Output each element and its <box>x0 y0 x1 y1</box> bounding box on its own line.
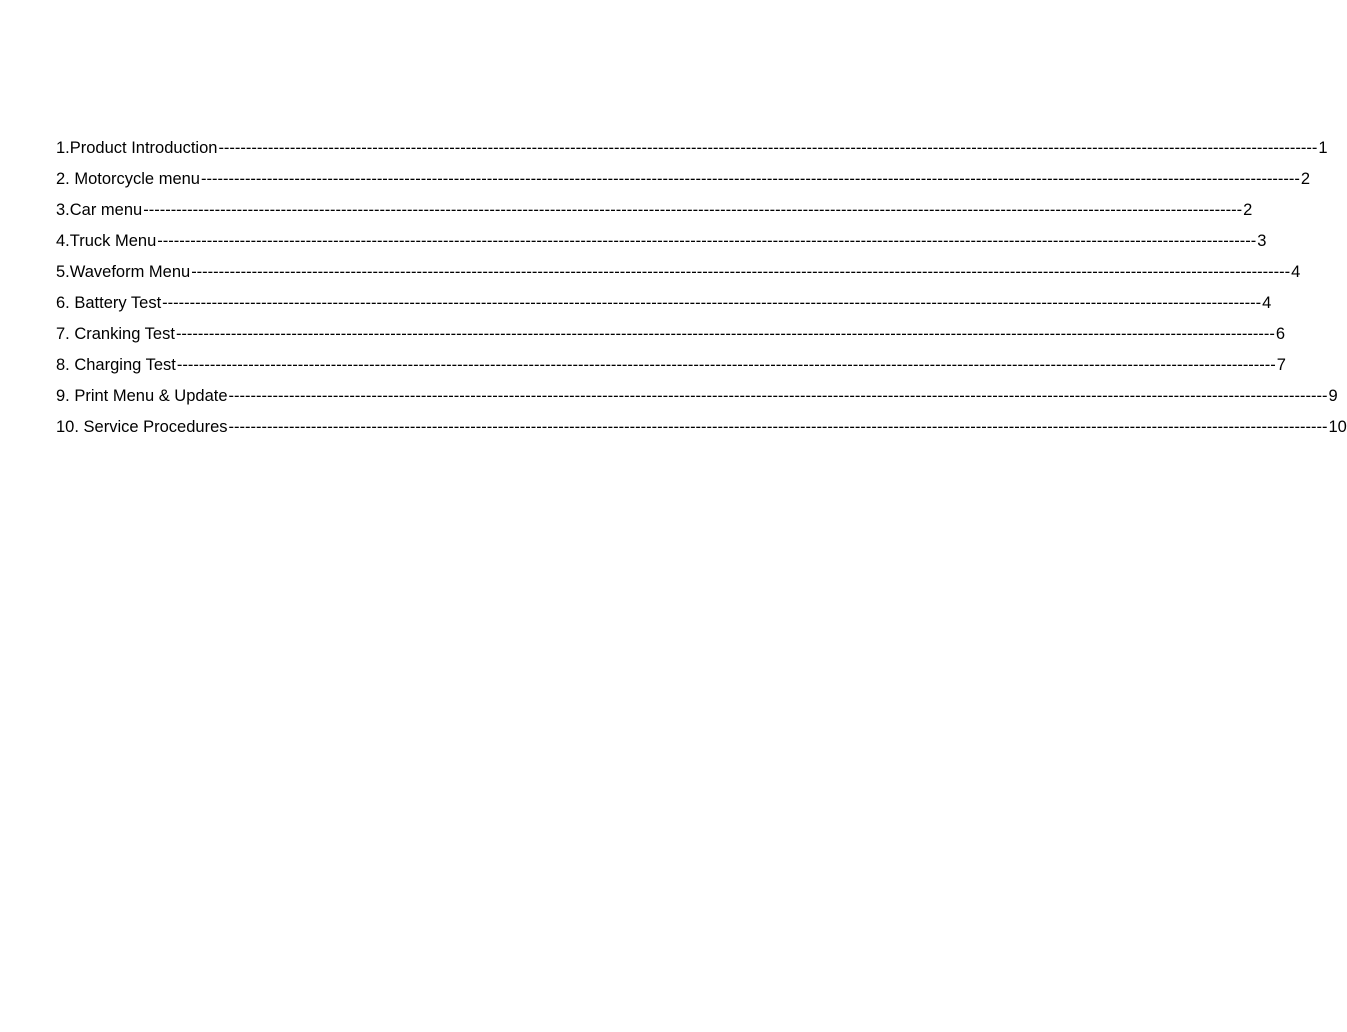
toc-entry-title: 10. Service Procedures <box>56 418 228 436</box>
toc-entry <box>56 136 1328 167</box>
toc-entry-page-number: 6 <box>1275 325 1286 343</box>
toc-entry-title: 2. Motorcycle menu <box>56 170 200 188</box>
toc-entry-title: 3.Car menu <box>56 201 143 219</box>
toc-entry-title: 6. Battery Test <box>56 294 162 312</box>
toc-entry-page-number: 4 <box>1262 294 1272 312</box>
toc-entry-title: 9. Print Menu & Update <box>56 387 228 405</box>
toc-entry <box>56 353 1286 384</box>
toc-entry <box>56 415 1347 446</box>
toc-leader-dashes: -------------------------------------------------------------------------------------------------------------------------------------------------------------------------------------------------------- <box>175 325 1275 343</box>
toc-entry-page-number: 2 <box>1243 201 1253 219</box>
toc-entry-title: 4.Truck Menu <box>56 232 157 250</box>
toc-leader-dashes: -------------------------------------------------------------------------------------------------------------------------------------------------------------------------------------------------------- <box>143 201 1243 219</box>
toc-entry-title: 8. Charging Test <box>56 356 176 374</box>
toc-entry <box>56 260 1301 291</box>
table-of-contents <box>56 136 1347 446</box>
toc-entry <box>56 198 1253 229</box>
toc-leader-dashes: -------------------------------------------------------------------------------------------------------------------------------------------------------------------------------------------------------- <box>228 387 1328 405</box>
toc-leader-dashes: -------------------------------------------------------------------------------------------------------------------------------------------------------------------------------------------------------- <box>157 232 1257 250</box>
toc-entry-title: 1.Product Introduction <box>56 139 218 157</box>
toc-entry <box>56 167 1311 198</box>
toc-entry-page-number: 10 <box>1328 418 1347 436</box>
toc-leader-dashes: -------------------------------------------------------------------------------------------------------------------------------------------------------------------------------------------------------- <box>176 356 1276 374</box>
toc-entry-title: 7. Cranking Test <box>56 325 175 343</box>
toc-entry <box>56 291 1272 322</box>
toc-entry-page-number: 4 <box>1291 263 1301 281</box>
toc-entry <box>56 322 1286 353</box>
toc-leader-dashes: -------------------------------------------------------------------------------------------------------------------------------------------------------------------------------------------------------- <box>218 139 1318 157</box>
toc-leader-dashes: -------------------------------------------------------------------------------------------------------------------------------------------------------------------------------------------------------- <box>191 263 1291 281</box>
toc-leader-dashes: -------------------------------------------------------------------------------------------------------------------------------------------------------------------------------------------------------- <box>228 418 1328 436</box>
toc-leader-dashes: -------------------------------------------------------------------------------------------------------------------------------------------------------------------------------------------------------- <box>162 294 1262 312</box>
toc-leader-dashes: -------------------------------------------------------------------------------------------------------------------------------------------------------------------------------------------------------- <box>200 170 1300 188</box>
toc-entry-title: 5.Waveform Menu <box>56 263 191 281</box>
toc-entry-page-number: 3 <box>1257 232 1267 250</box>
toc-entry-page-number: 7 <box>1276 356 1286 374</box>
toc-entry-page-number: 9 <box>1328 387 1338 405</box>
toc-entry-page-number: 2 <box>1300 170 1311 188</box>
toc-entry <box>56 229 1267 260</box>
toc-entry <box>56 384 1338 415</box>
toc-entry-page-number: 1 <box>1318 139 1328 157</box>
